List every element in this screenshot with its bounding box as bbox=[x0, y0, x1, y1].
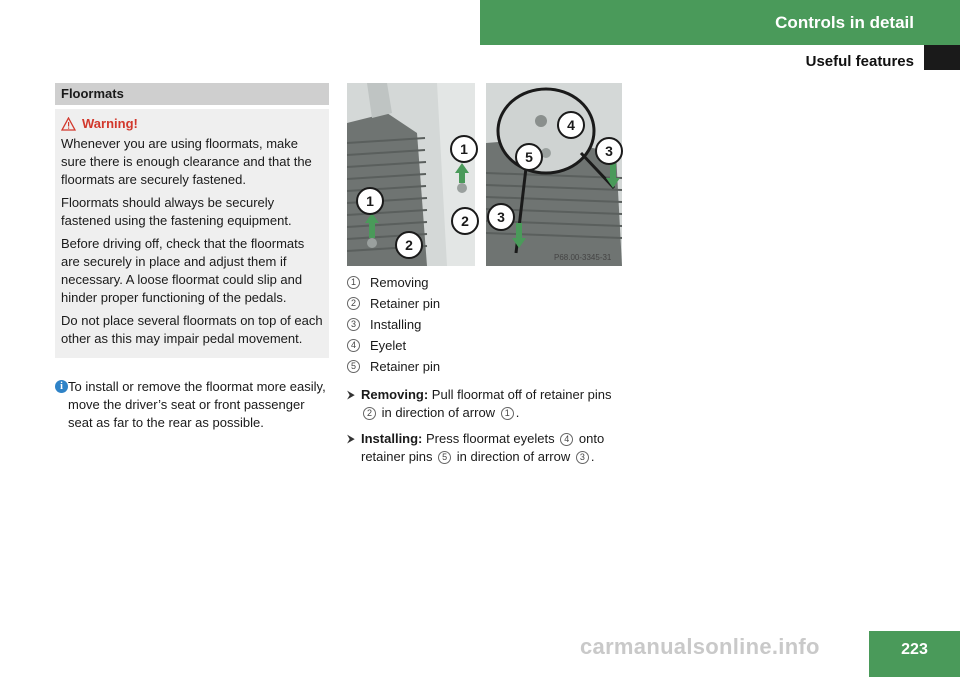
callout-2: 2 bbox=[451, 207, 479, 235]
legend-item bbox=[347, 356, 637, 377]
step-text: . bbox=[515, 405, 520, 420]
info-text: To install or remove the floormat more easily, move the driver’s seat or front passenger seat as far to the rear as possible. bbox=[68, 379, 326, 430]
warning-paragraph: Floormats should always be securely fastened using the fastening equipment. bbox=[61, 195, 292, 228]
figure-code: P68.00-3345-31 bbox=[554, 253, 612, 262]
callout-3: 3 bbox=[487, 203, 515, 231]
step-text: . bbox=[590, 449, 595, 464]
legend-label: Removing bbox=[370, 275, 429, 290]
warning-paragraph: Do not place several floormats on top of each other as this may impair pedal movement. bbox=[61, 313, 323, 346]
legend-number: 1 bbox=[347, 276, 360, 289]
instruction-steps bbox=[347, 386, 632, 474]
warning-triangle-icon bbox=[61, 117, 76, 131]
step-installing bbox=[347, 430, 632, 466]
step-ref-number: 3 bbox=[576, 451, 589, 464]
step-arrow-icon: ⮞ bbox=[347, 389, 355, 401]
warning-heading bbox=[61, 115, 324, 133]
legend-item bbox=[347, 314, 637, 335]
callout-5: 5 bbox=[515, 143, 543, 171]
legend-number: 5 bbox=[347, 360, 360, 373]
section-title: Useful features bbox=[805, 53, 914, 70]
step-removing bbox=[347, 386, 632, 422]
step-text: Pull floormat off of retainer pins bbox=[431, 387, 612, 402]
legend-item bbox=[347, 293, 637, 314]
step-arrow-icon: ⮞ bbox=[347, 433, 355, 445]
legend-number: 3 bbox=[347, 318, 360, 331]
floormats-heading: Floormats bbox=[55, 83, 329, 105]
info-icon: i bbox=[55, 380, 68, 393]
legend-item bbox=[347, 272, 637, 293]
step-text: in direction of arrow bbox=[381, 405, 496, 420]
legend-label: Retainer pin bbox=[370, 296, 441, 311]
step-label: Installing: bbox=[361, 431, 423, 446]
warning-paragraph: Before driving off, check that the floormats are securely in place and adjust them if necessary. A loose floormat could slip and hinder proper functioning of the pedals. bbox=[61, 236, 305, 305]
page-number: 223 bbox=[869, 631, 960, 677]
legend-number: 2 bbox=[347, 297, 360, 310]
step-ref-number: 5 bbox=[438, 451, 451, 464]
legend-label: Retainer pin bbox=[370, 359, 441, 374]
step-text: onto retainer pins bbox=[361, 431, 605, 464]
step-text: in direction of arrow bbox=[456, 449, 571, 464]
callout-4: 4 bbox=[557, 111, 585, 139]
callout-3: 3 bbox=[595, 137, 623, 165]
step-ref-number: 4 bbox=[560, 433, 573, 446]
warning-paragraph: Whenever you are using floormats, make sure there is enough clearance and that the floormats are securely fastened. bbox=[61, 136, 312, 187]
step-ref-number: 2 bbox=[363, 407, 376, 420]
chapter-title: Controls in detail bbox=[775, 12, 914, 32]
header-marker bbox=[924, 45, 960, 70]
warning-box bbox=[55, 109, 329, 358]
callout-1: 1 bbox=[356, 187, 384, 215]
info-note bbox=[55, 378, 330, 432]
legend-label: Installing bbox=[370, 317, 422, 332]
legend-item bbox=[347, 335, 637, 356]
watermark: carmanualsonline.info bbox=[580, 634, 820, 659]
legend-number: 4 bbox=[347, 339, 360, 352]
chapter-header bbox=[480, 0, 960, 45]
figure-legend bbox=[347, 272, 637, 377]
step-ref-number: 1 bbox=[501, 407, 514, 420]
step-label: Removing: bbox=[361, 387, 429, 402]
floormat-illustration-installing bbox=[486, 83, 622, 266]
warning-title: Warning! bbox=[82, 116, 138, 131]
callout-2: 2 bbox=[395, 231, 423, 259]
step-text: Press floormat eyelets bbox=[426, 431, 555, 446]
callout-1: 1 bbox=[450, 135, 478, 163]
legend-label: Eyelet bbox=[370, 338, 407, 353]
